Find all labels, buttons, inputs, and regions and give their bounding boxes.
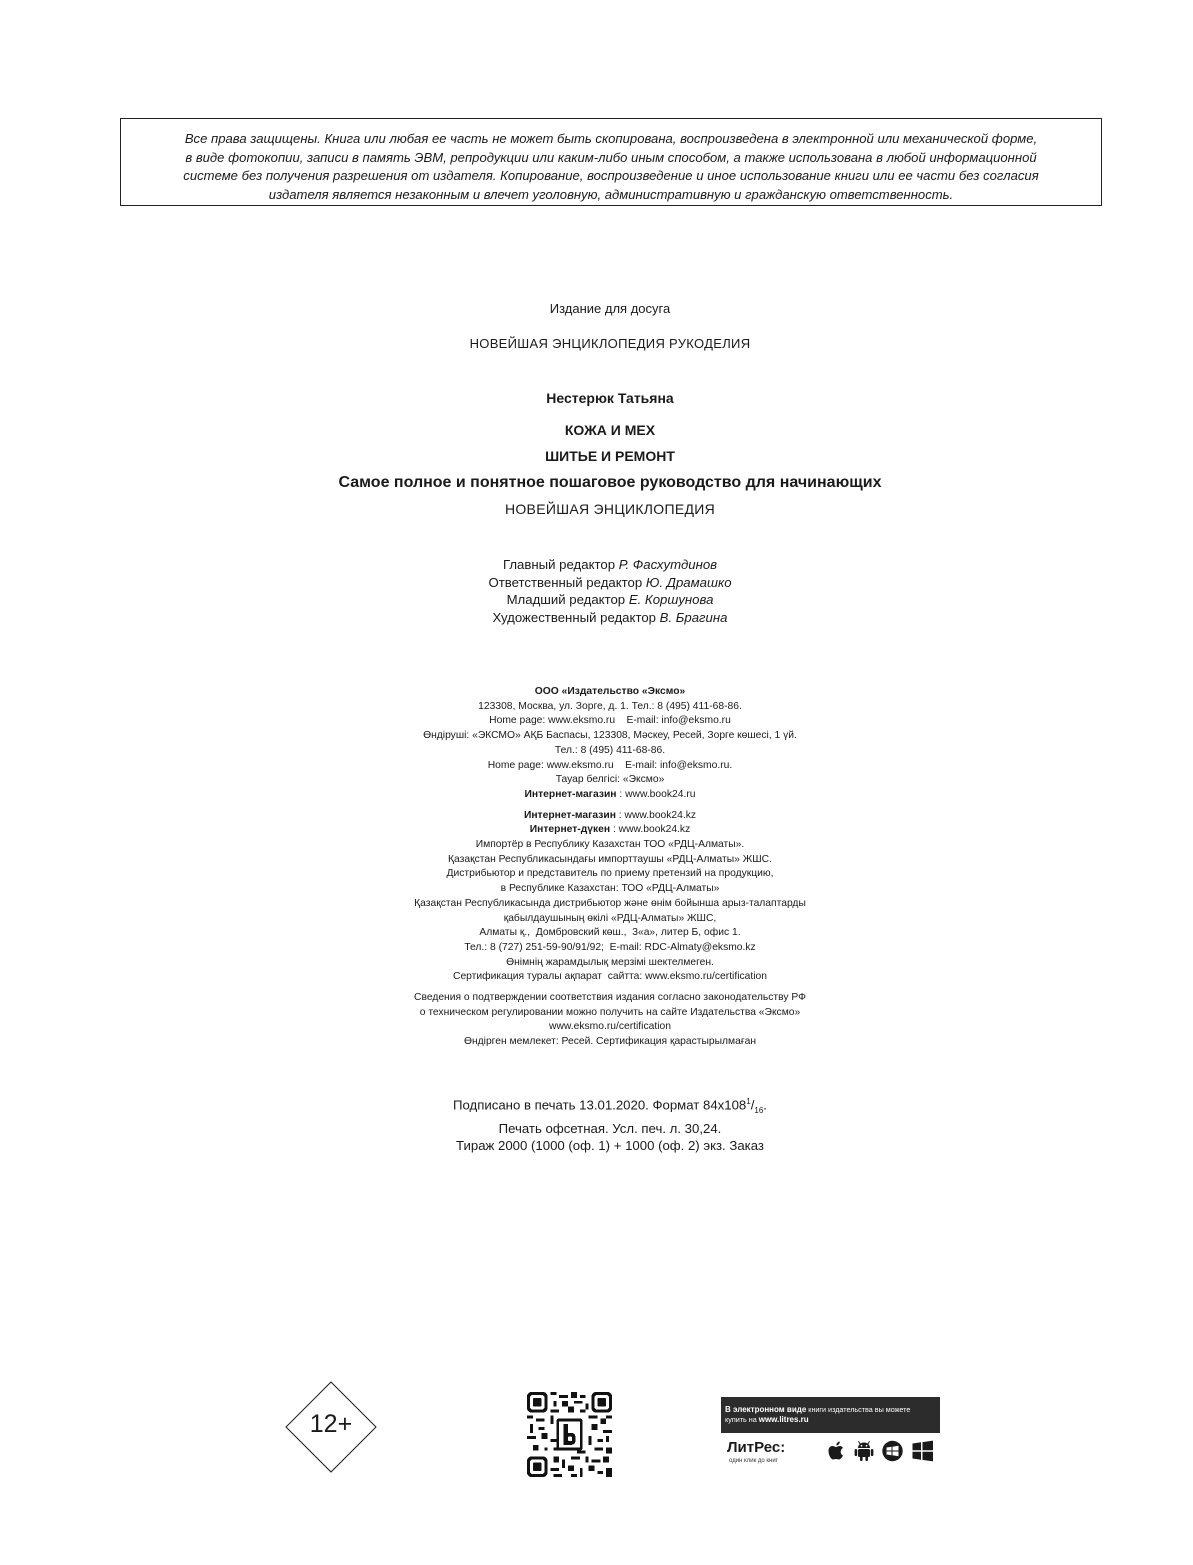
publisher-kz-web: Home page: www.eksmo.ru E-mail: info@eksmo.ru. xyxy=(487,759,733,771)
kz-line: Сертификация туралы ақпарат сайтта: www.eksmo.ru/certification xyxy=(453,971,767,983)
format-sup: 1 xyxy=(746,1097,751,1106)
cert-line: www.eksmo.ru/certification xyxy=(549,1021,671,1033)
android-icon xyxy=(855,1441,874,1461)
windows-phone-icon xyxy=(882,1441,902,1461)
editor-line xyxy=(200,556,1020,574)
cert-line: Сведения о подтверждении соответствия издания согласно законодательству РФ xyxy=(414,992,806,1004)
cert-line: о техническом регулировании можно получить на сайте Издательства «Эксмо» xyxy=(419,1006,801,1018)
editor-role: Младший редактор xyxy=(506,592,626,608)
editor-line xyxy=(200,574,1020,592)
online-shop-url: : www.book24.kz xyxy=(615,809,697,821)
publisher-info xyxy=(200,685,1020,1050)
kz-line: Қазақстан Республикасында дистрибьютор және өнім бойынша арыз-талаптарды xyxy=(414,897,806,909)
editors-list xyxy=(200,556,1020,627)
editor-role: Художественный редактор xyxy=(492,610,656,626)
editor-name: Р. Фасхутдинов xyxy=(618,557,718,572)
copyright-notice xyxy=(120,118,1102,206)
apple-icon xyxy=(829,1442,844,1460)
editor-role: Главный редактор xyxy=(502,557,616,572)
author: Нестерюк Татьяна xyxy=(546,390,674,406)
kz-line: в Республике Казахстан: ТОО «РДЦ-Алматы» xyxy=(500,883,720,895)
litres-url: www.litres.ru xyxy=(758,1415,809,1424)
qr-code-image xyxy=(527,1392,612,1477)
litres-logo: ЛитРес: xyxy=(727,1439,786,1456)
platform-icons xyxy=(828,1440,938,1462)
format-slash: / xyxy=(750,1097,755,1113)
litres-tagline: один клик до книг xyxy=(729,1458,778,1464)
publisher-web: Home page: www.eksmo.ru E-mail: info@eksmo.ru xyxy=(489,715,731,727)
format-sub: 16 xyxy=(754,1106,764,1116)
publisher-address: 123308, Москва, ул. Зорге, д. 1. Тел.: 8 (495) 411-68-86. xyxy=(478,700,742,712)
litres-bar xyxy=(721,1397,940,1433)
print-signed-line xyxy=(200,1093,1020,1120)
series-subtitle: НОВЕЙШАЯ ЭНЦИКЛОПЕДИЯ xyxy=(504,501,716,517)
editor-role: Ответственный редактор xyxy=(488,574,643,590)
book-title-line2: ШИТЬЕ И РЕМОНТ xyxy=(545,448,675,464)
publisher-trademark: Тауар белгісі: «Эксмо» xyxy=(555,774,665,786)
book-title-line1: КОЖА И МЕХ xyxy=(564,422,656,438)
publisher-kz-maker: Өндіруші: «ЭКСМО» АҚБ Баспасы, 123308, Мәскеу, Ресей, Зорге көшесі, 1 үй. xyxy=(423,730,797,742)
online-shop-url: : www.book24.kz xyxy=(610,824,691,836)
litres-banner xyxy=(721,1397,940,1472)
copyright-line: Все права защищены. Книга или любая ее часть не может быть скопирована, воспроизведена в электронной или механической форме, xyxy=(184,131,1038,146)
copyright-line: издателя является незаконным и влечет уголовную, административную и гражданскую ответственность. xyxy=(268,186,954,202)
series-title: НОВЕЙШАЯ ЭНЦИКЛОПЕДИЯ РУКОДЕЛИЯ xyxy=(469,336,751,351)
copyright-line: в виде фотокопии, записи в память ЭВМ, репродукции или каким-либо иным способом, а также использована в любой информационной xyxy=(185,149,1037,165)
copyright-line: системе без получения разрешения от издателя. Копирование, воспроизведение и иное использование книги или ее части без согласия xyxy=(183,168,1039,183)
online-shop-url: : www.book24.ru xyxy=(616,788,696,800)
print-method-line: Печать офсетная. Усл. печ. л. 30,24. xyxy=(498,1120,722,1136)
kz-line: Тел.: 8 (727) 251-59-90/91/92; E-mail: RDC-Almaty@eksmo.kz xyxy=(464,941,756,953)
windows-icon xyxy=(913,1441,934,1462)
kz-line: Қазақстан Республикасындағы импорттаушы «РДЦ-Алматы» ЖШС. xyxy=(448,853,772,865)
editor-line xyxy=(200,591,1020,609)
kz-line: Импортёр в Республику Казахстан ТОО «РДЦ-Алматы». xyxy=(475,839,745,851)
qr-code xyxy=(527,1392,612,1477)
publisher-kz-phone: Тел.: 8 (495) 411-68-86. xyxy=(554,744,666,756)
kz-line: Өнімнің жарамдылық мерзімі шектелмеген. xyxy=(506,956,714,968)
editor-line xyxy=(200,609,1020,627)
publisher-name: ООО «Издательство «Эксмо» xyxy=(534,686,686,697)
print-info xyxy=(200,1093,1020,1155)
book-subtitle: Самое полное и понятное пошаговое руководство для начинающих xyxy=(338,474,882,491)
online-shop-label: Интернет-магазин xyxy=(523,809,616,821)
kz-line: қабылдаушының өкілі «РДЦ-Алматы» ЖШС, xyxy=(503,912,717,924)
cert-line: Өндірген мемлекет: Ресей. Сертификация қарастырылмаған xyxy=(463,1036,757,1048)
online-shop-label: Интернет-магазин xyxy=(524,788,617,800)
online-shop-ru xyxy=(200,788,1020,803)
edition-type: Издание для досуга xyxy=(549,301,671,316)
print-run-line: Тираж 2000 (1000 (оф. 1) + 1000 (оф. 2) экз. Заказ xyxy=(456,1138,764,1154)
kz-line: Алматы қ., Домбровский көш., 3«а», литер Б, офис 1. xyxy=(479,927,741,939)
editor-name: В. Брагина xyxy=(659,610,728,626)
litres-bar-bold: В электронном виде xyxy=(725,1405,807,1414)
format-end: . xyxy=(763,1097,767,1113)
online-shop-kz xyxy=(200,809,1020,824)
online-shop-label: Интернет-дүкен xyxy=(529,824,611,836)
litres-bar-text2: купить на xyxy=(725,1415,759,1424)
age-rating-text: 12+ xyxy=(309,1410,353,1438)
editor-name: Ю. Драмашко xyxy=(645,574,732,590)
editor-name: Е. Коршунова xyxy=(628,592,714,608)
age-rating-badge xyxy=(285,1381,377,1473)
kz-line: Дистрибьютор и представитель по приему претензий на продукцию, xyxy=(446,868,774,880)
online-shop-kz-kaz xyxy=(200,823,1020,838)
print-format-text: Подписано в печать 13.01.2020. Формат 84х108 xyxy=(453,1097,747,1113)
litres-bar-text: книги издательства вы можете xyxy=(806,1405,911,1414)
